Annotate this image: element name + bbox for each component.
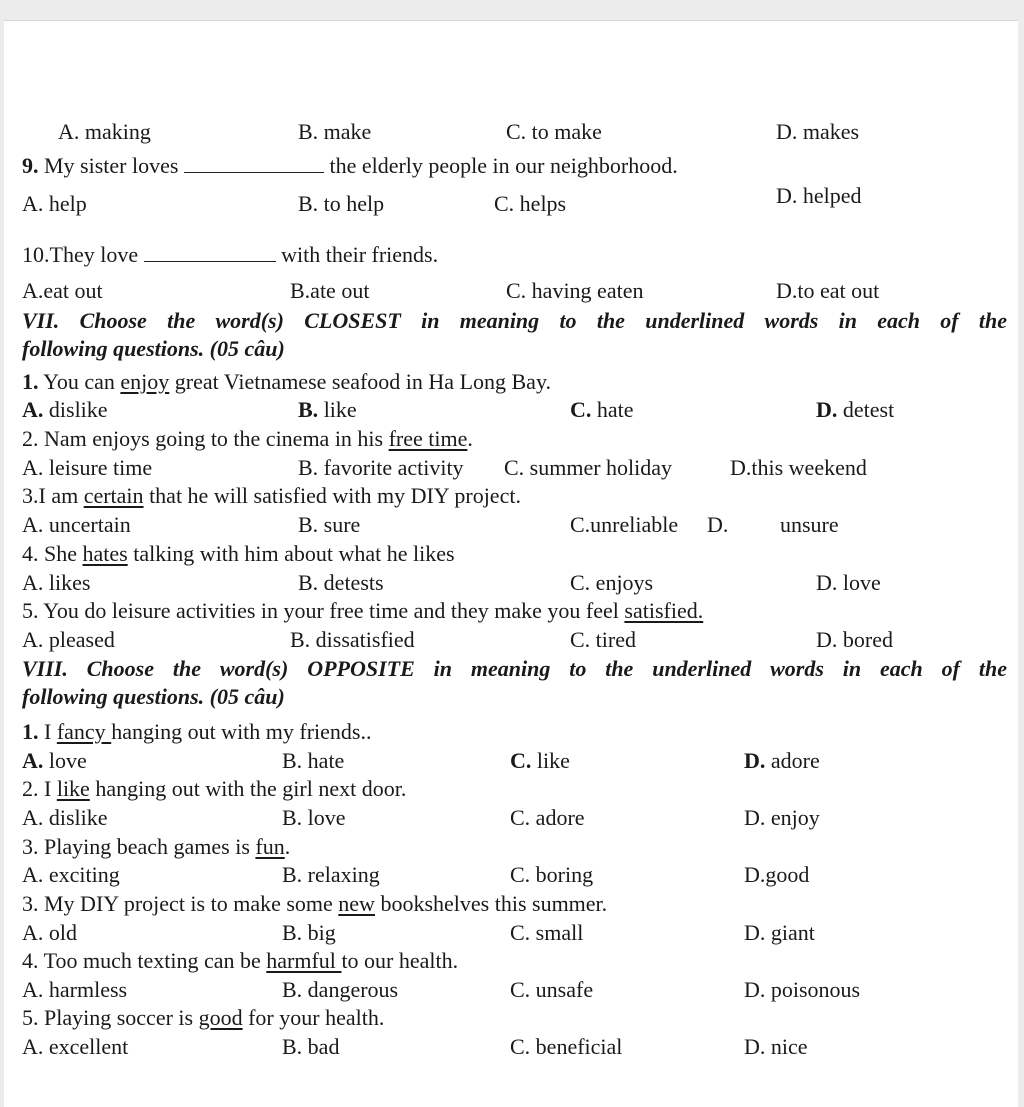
option-c: C. boring (510, 862, 594, 887)
option-a: A. dislike (22, 397, 108, 422)
question-text: 2. I like hanging out with the girl next door. (22, 776, 407, 801)
option-d: D. adore (744, 748, 820, 773)
option-a: A. help (22, 191, 87, 216)
question-text: 9. My sister loves the elderly people in our neighborhood. (22, 153, 678, 178)
option-b: B. detests (298, 570, 384, 595)
option-b: B. favorite activity (298, 455, 464, 480)
option-d: D.this weekend (730, 455, 867, 480)
option-d-text: unsure (780, 512, 839, 537)
option-a: A. exciting (22, 862, 120, 887)
option-a: A. making (58, 119, 151, 144)
option-a: A. old (22, 920, 77, 945)
s8-q5-options (4, 976, 1018, 1004)
question-text: 3.I am certain that he will satisfied with my DIY project. (22, 483, 521, 508)
option-c: C. enjoys (570, 570, 654, 595)
option-c: C. tired (570, 627, 636, 652)
underlined-word: new (338, 891, 375, 916)
question-count: (05 câu) (209, 684, 285, 709)
option-b: B. relaxing (282, 862, 380, 887)
s7-question-4 (4, 540, 1018, 568)
option-d: D. poisonous (744, 977, 861, 1002)
question-text: 10.They love with their friends. (22, 242, 439, 267)
question-9 (4, 152, 1018, 180)
question-text: 3. My DIY project is to make some new bookshelves this summer. (22, 891, 608, 916)
option-a: A. uncertain (22, 512, 131, 537)
option-c: C. like (510, 748, 570, 773)
s7-q5-options (4, 626, 1018, 654)
option-c: C.unreliable (570, 512, 679, 537)
option-a: A. harmless (22, 977, 128, 1002)
option-d: D.to eat out (776, 278, 880, 303)
q9-option-d-line (4, 182, 1018, 210)
option-a: A. excellent (22, 1034, 129, 1059)
question-count: (05 câu) (209, 336, 285, 361)
option-b: B. sure (298, 512, 361, 537)
q10-options (4, 277, 1018, 305)
question-text: 5. You do leisure activities in your free time and they make you feel satisfied. (22, 598, 704, 623)
option-c: C. unsafe (510, 977, 594, 1002)
s7-q1-options (4, 396, 1018, 424)
option-d: D. makes (776, 119, 860, 144)
option-d: D. enjoy (744, 805, 820, 830)
option-b: B. love (282, 805, 346, 830)
option-c: C. adore (510, 805, 585, 830)
underlined-word: good (198, 1005, 243, 1030)
question-text: 2. Nam enjoys going to the cinema in his free time. (22, 426, 473, 451)
option-c: C. hate (570, 397, 634, 422)
option-c: C. small (510, 920, 584, 945)
option-a: A. love (22, 748, 87, 773)
option-b: B. like (298, 397, 357, 422)
option-b: B. dissatisfied (290, 627, 415, 652)
s8-q2-options (4, 804, 1018, 832)
s8-question-5 (4, 947, 1018, 975)
option-a: A. likes (22, 570, 91, 595)
section-8-heading (22, 655, 1007, 711)
s7-question-5 (4, 597, 1018, 625)
section-title-line-2: following questions. (22, 684, 205, 709)
option-d: D. helped (776, 183, 862, 208)
option-b: B.ate out (290, 278, 370, 303)
option-b: B. hate (282, 748, 345, 773)
underlined-word: enjoy (120, 369, 170, 394)
answer-blank (184, 154, 324, 173)
q8-options (4, 118, 1018, 146)
underlined-word: free time (388, 426, 468, 451)
option-c: C. beneficial (510, 1034, 623, 1059)
section-title-line-1: VII. Choose the word(s) CLOSEST in meaning to the underlined words in each of the (22, 308, 1007, 333)
s8-q1-options (4, 747, 1018, 775)
option-d: D. (707, 512, 729, 537)
option-b: B. bad (282, 1034, 340, 1059)
s8-question-2 (4, 775, 1018, 803)
s8-q6-options (4, 1033, 1018, 1061)
option-d: D. love (816, 570, 881, 595)
s8-question-6 (4, 1004, 1018, 1032)
s8-q4-options (4, 919, 1018, 947)
question-text: 3. Playing beach games is fun. (22, 834, 291, 859)
underlined-word: fancy (56, 719, 112, 744)
question-text: 4. Too much texting can be harmful to our health. (22, 948, 459, 973)
option-d: D. nice (744, 1034, 808, 1059)
option-c: C. summer holiday (504, 455, 673, 480)
question-text: 4. She hates talking with him about what he likes (22, 541, 455, 566)
option-d: D. detest (816, 397, 895, 422)
s8-question-3 (4, 833, 1018, 861)
option-c: C. having eaten (506, 278, 644, 303)
s7-q2-options (4, 454, 1018, 482)
underlined-word: certain (83, 483, 144, 508)
question-text: 1. I fancy hanging out with my friends.. (22, 719, 372, 744)
underlined-word: harmful (266, 948, 342, 973)
option-a: A. pleased (22, 627, 115, 652)
s8-question-4 (4, 890, 1018, 918)
option-b: B. dangerous (282, 977, 399, 1002)
question-text: 1. You can enjoy great Vietnamese seafood in Ha Long Bay. (22, 369, 552, 394)
underlined-word: satisfied. (624, 598, 704, 623)
question-text: 5. Playing soccer is good for your health. (22, 1005, 385, 1030)
option-d: D.good (744, 862, 810, 887)
question-10 (4, 241, 1018, 269)
underlined-word: fun (255, 834, 285, 859)
option-a: A. leisure time (22, 455, 153, 480)
option-b: B. big (282, 920, 336, 945)
s7-question-1 (4, 368, 1018, 396)
option-c: C. helps (494, 191, 567, 216)
option-c: C. to make (506, 119, 602, 144)
s7-question-2 (4, 425, 1018, 453)
option-b: B. make (298, 119, 372, 144)
option-d: D. giant (744, 920, 815, 945)
option-b: B. to help (298, 191, 385, 216)
section-title-line-2: following questions. (22, 336, 205, 361)
s7-q3-options (4, 511, 1018, 539)
underlined-word: like (56, 776, 90, 801)
option-a: A.eat out (22, 278, 103, 303)
option-a: A. dislike (22, 805, 108, 830)
worksheet-page (4, 20, 1018, 1107)
section-title-line-1: VIII. Choose the word(s) OPPOSITE in meaning to the underlined words in each of the (22, 656, 1007, 681)
underlined-word: hates (82, 541, 128, 566)
s8-question-1 (4, 718, 1018, 746)
s8-q3-options (4, 861, 1018, 889)
section-7-heading (22, 307, 1007, 363)
option-d: D. bored (816, 627, 893, 652)
s7-q4-options (4, 569, 1018, 597)
answer-blank (144, 243, 276, 262)
s7-question-3 (4, 482, 1018, 510)
